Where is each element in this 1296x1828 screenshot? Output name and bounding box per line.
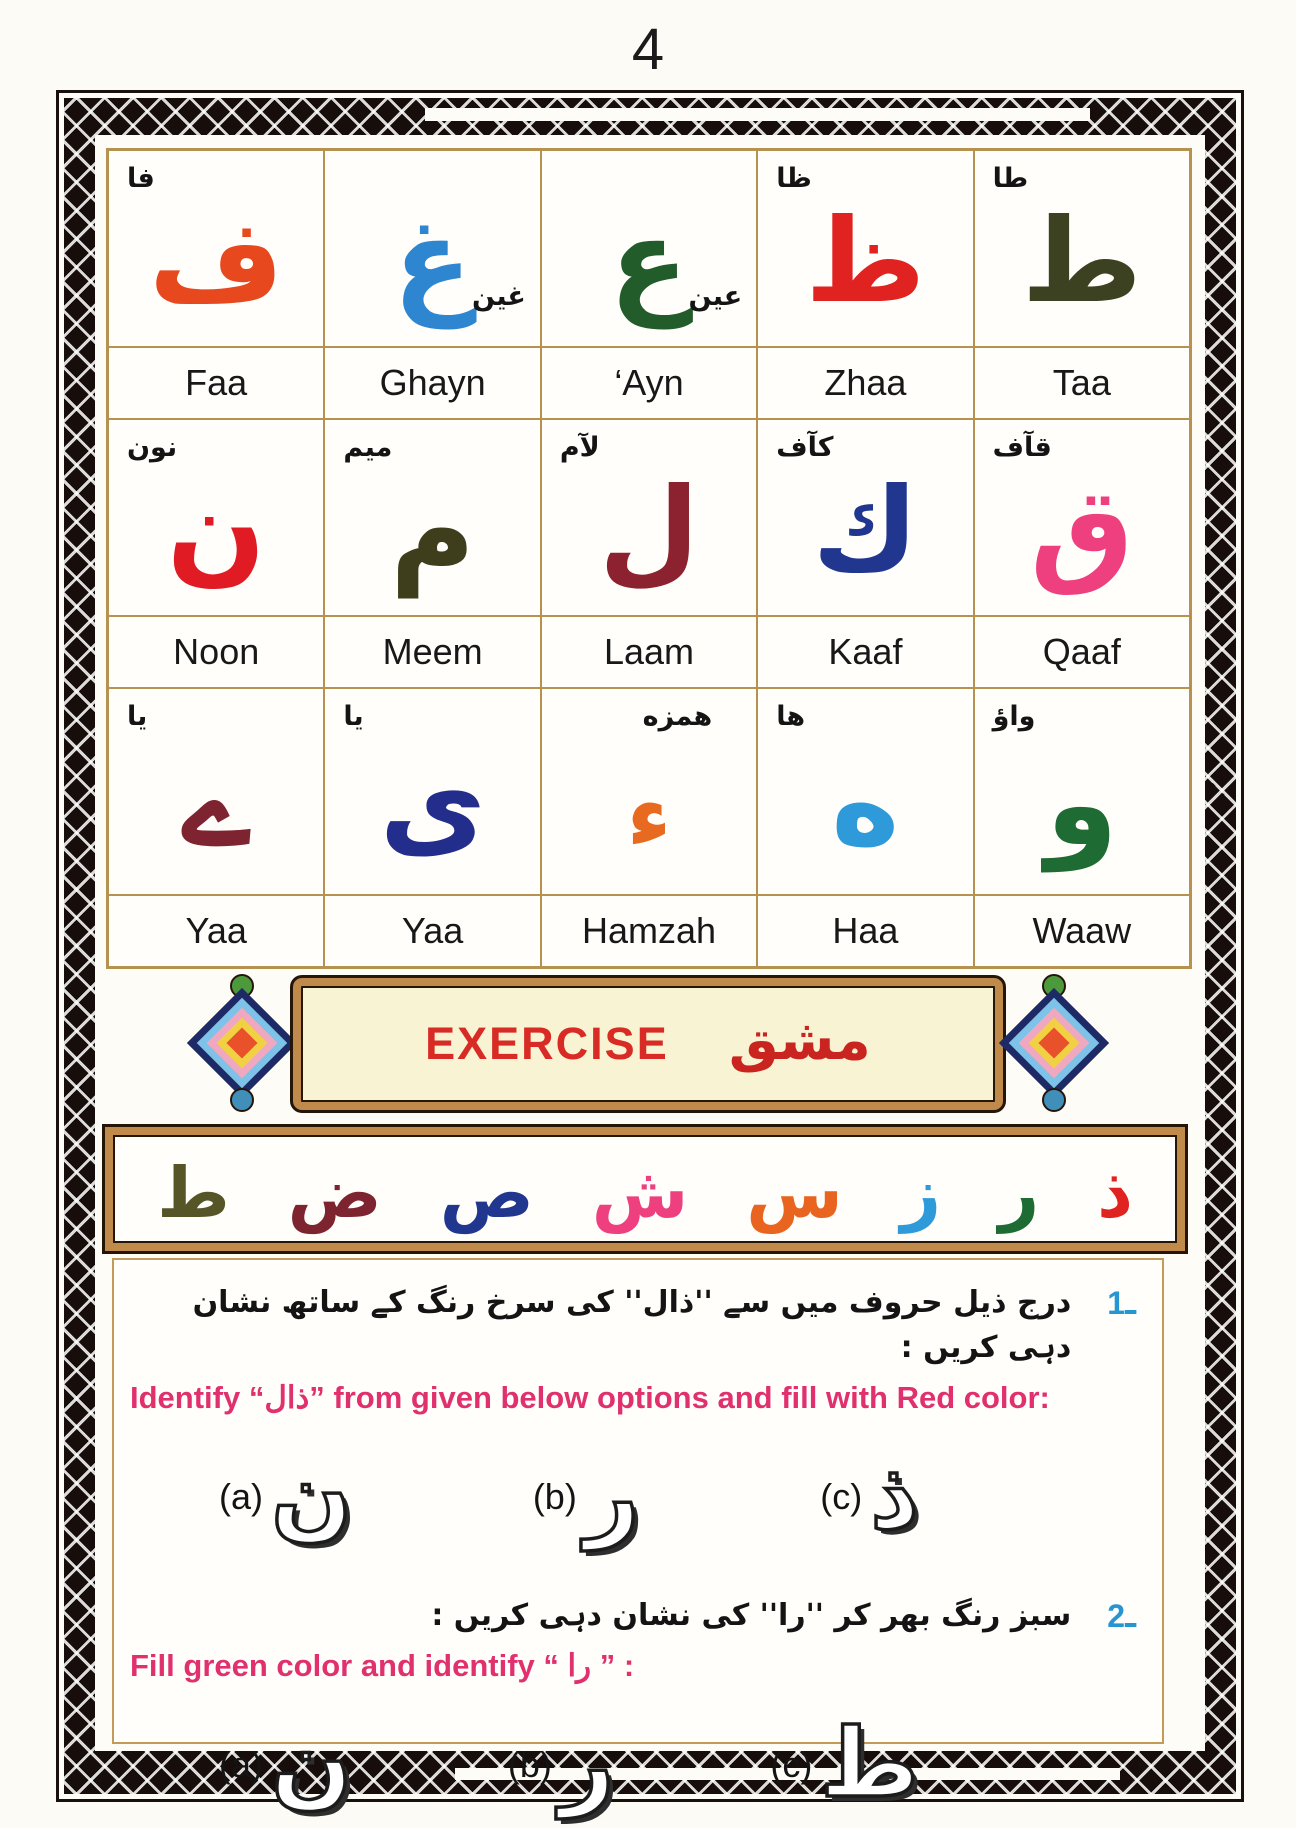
letter-cell-yaa-barree bbox=[108, 688, 324, 895]
option-letter: ط bbox=[820, 1709, 919, 1819]
letter-name: Noon bbox=[108, 616, 324, 688]
letter-name: Zhaa bbox=[757, 347, 973, 419]
question-urdu-text: سبز رنگ بھر کر ''را'' کی نشان دہی کریں : bbox=[431, 1598, 1072, 1633]
question-1-urdu-row bbox=[114, 1260, 1162, 1370]
letter-cell-kaaf bbox=[757, 419, 973, 616]
option-key: (b) bbox=[532, 1475, 577, 1517]
letter-cell-ayn bbox=[541, 150, 757, 347]
banner-ornament-icon bbox=[1002, 976, 1106, 1110]
practice-letter: ز bbox=[900, 1152, 941, 1234]
letter-glyph: ے bbox=[182, 736, 251, 872]
letter-glyph: ع bbox=[609, 193, 689, 329]
option-a bbox=[219, 1709, 353, 1819]
page-number: 4 bbox=[631, 17, 665, 82]
exercise-banner bbox=[186, 973, 1110, 1115]
letter-cell-laam bbox=[541, 419, 757, 616]
option-c bbox=[770, 1709, 919, 1819]
exercise-title-urdu: مشق bbox=[728, 1007, 871, 1073]
letter-glyph: ء bbox=[626, 763, 672, 867]
letter-cell-faa bbox=[108, 150, 324, 347]
letter-name: Yaa bbox=[324, 895, 540, 967]
decorative-frame bbox=[56, 90, 1244, 1819]
option-a bbox=[219, 1441, 353, 1551]
letter-urdu-label: همزه bbox=[642, 701, 713, 732]
letter-name: Taa bbox=[974, 347, 1190, 419]
name-row-1 bbox=[108, 347, 1190, 419]
letter-glyph: ل bbox=[598, 462, 700, 598]
option-key: (c) bbox=[820, 1475, 863, 1517]
letter-name: Meem bbox=[324, 616, 540, 688]
option-key: (a) bbox=[219, 1475, 263, 1517]
letter-urdu-label: ميم bbox=[343, 432, 393, 463]
letter-glyph: غ bbox=[392, 193, 473, 329]
letter-glyph: ط bbox=[1021, 193, 1143, 329]
question-english-text: Fill green color and identify “ را ” : bbox=[130, 1648, 635, 1683]
question-2 bbox=[114, 1573, 1162, 1827]
question-2-options bbox=[219, 1702, 919, 1827]
letter-urdu-label: عين bbox=[688, 281, 743, 312]
letter-urdu-label: فا bbox=[127, 163, 155, 194]
letter-urdu-label: واؤ bbox=[992, 701, 1036, 732]
letter-urdu-label: لآم bbox=[559, 432, 600, 463]
letter-urdu-label: قآف bbox=[992, 432, 1052, 463]
letter-name: Yaa bbox=[108, 895, 324, 967]
letter-urdu-label: يا bbox=[127, 701, 148, 732]
option-letter: ر bbox=[559, 1709, 615, 1819]
practice-letter: ر bbox=[998, 1152, 1040, 1234]
frame-top-slot bbox=[425, 108, 1090, 121]
letter-row-1 bbox=[108, 150, 1190, 347]
letter-cell-qaaf bbox=[974, 419, 1190, 616]
practice-letter: ش bbox=[591, 1152, 689, 1234]
option-letter: ر bbox=[584, 1441, 640, 1551]
letter-name: Kaaf bbox=[757, 616, 973, 688]
banner-ornament-icon bbox=[190, 976, 294, 1110]
question-1 bbox=[114, 1260, 1162, 1559]
option-letter: ن bbox=[271, 1709, 353, 1819]
letter-cell-meem bbox=[324, 419, 540, 616]
practice-letter: ط bbox=[157, 1152, 230, 1234]
letter-cell-haa bbox=[757, 688, 973, 895]
letter-urdu-label: طا bbox=[992, 163, 1029, 194]
option-b bbox=[532, 1441, 640, 1551]
letter-cell-yaa bbox=[324, 688, 540, 895]
option-c bbox=[820, 1441, 919, 1551]
letter-glyph: و bbox=[1045, 736, 1118, 872]
letter-urdu-label: يا bbox=[343, 701, 364, 732]
question-urdu-text: درج ذیل حروف میں سے ''ذال'' کی سرخ رنگ کے ساتھ نشان دہی کریں : bbox=[192, 1285, 1072, 1365]
letter-cell-noon bbox=[108, 419, 324, 616]
exercise-banner-box bbox=[290, 975, 1006, 1113]
letter-cell-taa bbox=[974, 150, 1190, 347]
practice-letters-box bbox=[102, 1124, 1188, 1254]
name-row-2 bbox=[108, 616, 1190, 688]
option-key: (a) bbox=[219, 1743, 263, 1785]
exercise-title-english: EXERCISE bbox=[425, 1018, 669, 1069]
practice-letter: ص bbox=[439, 1152, 534, 1234]
letter-glyph: ق bbox=[1029, 462, 1134, 598]
letter-name: Ghayn bbox=[324, 347, 540, 419]
letter-row-3 bbox=[108, 688, 1190, 895]
letter-urdu-label: ها bbox=[776, 701, 806, 732]
practice-letter: س bbox=[746, 1152, 843, 1234]
letter-name: Haa bbox=[757, 895, 973, 967]
letter-cell-hamzah bbox=[541, 688, 757, 895]
option-letter: ن bbox=[271, 1441, 353, 1551]
letter-urdu-label: غين bbox=[472, 281, 526, 312]
option-b bbox=[507, 1709, 615, 1819]
question-1-options bbox=[219, 1434, 919, 1559]
letter-glyph: ظ bbox=[805, 193, 926, 329]
letter-glyph: ف bbox=[148, 193, 284, 329]
practice-letter: ض bbox=[287, 1152, 382, 1234]
letter-glyph: ی bbox=[379, 736, 486, 872]
question-number: 1ـ bbox=[1107, 1285, 1136, 1321]
letter-urdu-label: كآف bbox=[776, 432, 834, 463]
question-english-text: Identify “ذال” from given below options and fill with Red color: bbox=[130, 1380, 1050, 1415]
letter-glyph: ن bbox=[166, 462, 266, 598]
name-row-3 bbox=[108, 895, 1190, 967]
letter-name: Qaaf bbox=[974, 616, 1190, 688]
letter-glyph: ه bbox=[831, 736, 900, 872]
letter-row-2 bbox=[108, 419, 1190, 616]
letter-name: Faa bbox=[108, 347, 324, 419]
letter-urdu-label: ظا bbox=[776, 163, 812, 194]
option-key: (b) bbox=[507, 1743, 552, 1785]
letter-cell-ghayn bbox=[324, 150, 540, 347]
page-content bbox=[95, 135, 1205, 1819]
letter-name: Waaw bbox=[974, 895, 1190, 967]
letter-name: ‘Ayn bbox=[541, 347, 757, 419]
letter-glyph: ك bbox=[812, 462, 919, 598]
question-2-urdu-row bbox=[114, 1573, 1162, 1638]
letter-name: Hamzah bbox=[541, 895, 757, 967]
letter-cell-waaw bbox=[974, 688, 1190, 895]
letter-urdu-label: نون bbox=[127, 432, 178, 463]
letter-name: Laam bbox=[541, 616, 757, 688]
practice-letter: ذ bbox=[1097, 1152, 1133, 1234]
option-letter: ذ bbox=[870, 1441, 919, 1551]
alphabet-table bbox=[106, 148, 1192, 969]
question-number: 2ـ bbox=[1107, 1598, 1136, 1634]
option-key: (c) bbox=[770, 1743, 813, 1785]
letter-cell-zhaa bbox=[757, 150, 973, 347]
exercise-section bbox=[112, 1258, 1164, 1819]
letter-glyph: م bbox=[390, 462, 476, 598]
